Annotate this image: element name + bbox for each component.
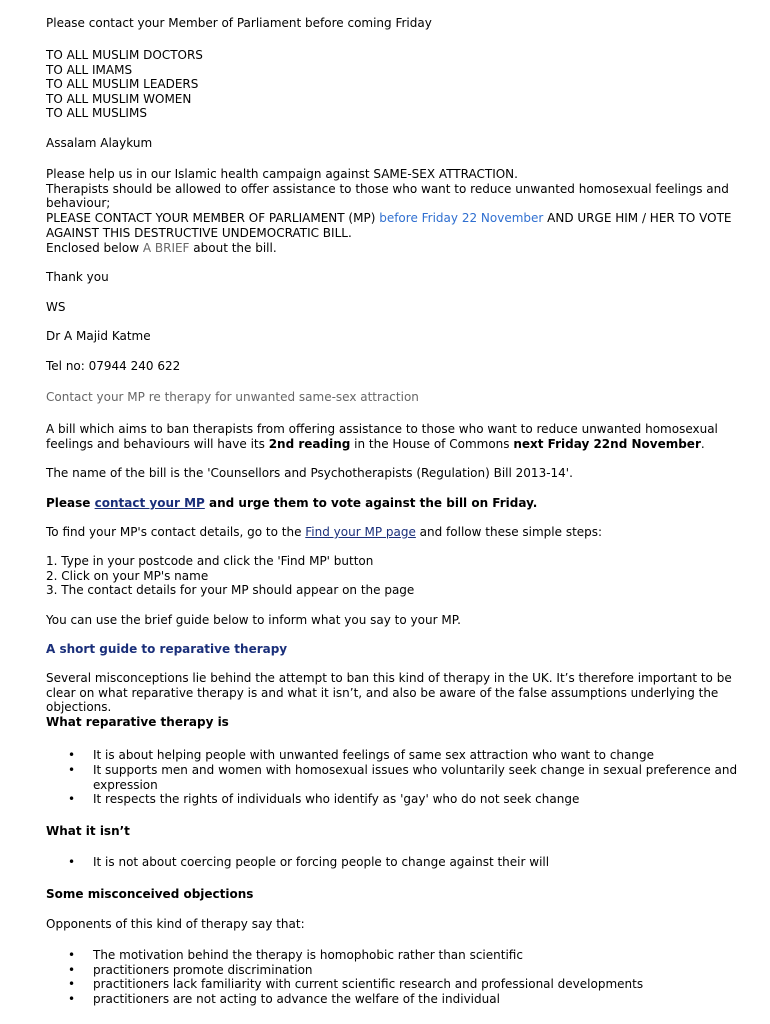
appeal-line xyxy=(46,241,736,256)
bill-date: next Friday 22nd November xyxy=(513,436,701,451)
misconceptions-paragraph: Several misconceptions lie behind the attempt to ban this kind of therapy in the UK. It’s therefore important to be clear on what reparative therapy is and what it isn’t, and also be aware of the false assumptions underlying the objections. xyxy=(46,671,732,715)
bill-reading: 2nd reading xyxy=(268,436,351,451)
contact-your-mp-link[interactable]: contact your MP xyxy=(94,496,205,510)
appeal-paragraph xyxy=(46,167,736,255)
section-heading-objections: Some misconceived objections xyxy=(46,887,254,901)
list-item: • practitioners lack familiarity with current scientific research and professional developments xyxy=(68,977,753,992)
brief-reference: A BRIEF xyxy=(142,240,190,255)
bill-paragraph xyxy=(46,422,736,451)
appeal-text: Enclosed below xyxy=(46,240,143,255)
list-item: • It is about helping people with unwanted feelings of same sex attraction who want to change xyxy=(68,748,753,763)
find-your-mp-link[interactable]: Find your MP page xyxy=(305,525,416,539)
thanks: Thank you xyxy=(46,270,109,284)
section-heading-what-it-isnt: What it isn’t xyxy=(46,824,130,838)
step-item: 3. The contact details for your MP should appear on the page xyxy=(46,583,415,597)
cta-text: and urge them to vote against the bill on Friday. xyxy=(204,496,538,510)
bill-text: A bill which aims to ban therapists from offering assistance to those who want to reduce unwanted homosexual feelings and behaviours will have its xyxy=(46,422,718,451)
appeal-text: about the bill. xyxy=(189,240,277,255)
bill-name: The name of the bill is the 'Counsellors and Psychotherapists (Regulation) Bill 2013-14'. xyxy=(46,466,573,480)
step-item: 1. Type in your postcode and click the 'Find MP' button xyxy=(46,554,374,568)
appeal-text: AND URGE HIM / HER TO VOTE AGAINST THIS DESTRUCTIVE UNDEMOCRATIC BILL. xyxy=(46,211,732,240)
list-item: • practitioners promote discrimination xyxy=(68,963,753,978)
recipient-line: TO ALL MUSLIM LEADERS xyxy=(46,77,199,91)
find-mp-instructions xyxy=(46,525,602,540)
ws-salutation: WS xyxy=(46,300,66,314)
appeal-line: Please help us in our Islamic health campaign against SAME-SEX ATTRACTION. xyxy=(46,167,518,181)
deadline-date: before Friday 22 November xyxy=(379,211,544,226)
article-subject: Contact your MP re therapy for unwanted same-sex attraction xyxy=(46,390,419,404)
instructions-text: To find your MP's contact details, go to the xyxy=(46,525,306,539)
list-item: • It supports men and women with homosexual issues who voluntarily seek change in sexual preference and expression xyxy=(68,763,753,792)
list-item: • The motivation behind the therapy is homophobic rather than scientific xyxy=(68,948,753,963)
telephone: Tel no: 07944 240 622 xyxy=(46,359,181,373)
bill-text: . xyxy=(700,436,705,451)
appeal-line xyxy=(46,211,736,240)
guide-heading: A short guide to reparative therapy xyxy=(46,642,288,656)
appeal-line: Therapists should be allowed to offer assistance to those who want to reduce unwanted homosexual feelings and behaviour; xyxy=(46,181,729,211)
recipient-line: TO ALL MUSLIM DOCTORS xyxy=(46,48,203,62)
cta-text: Please xyxy=(46,496,95,510)
list-item: • practitioners are not acting to advance the welfare of the individual xyxy=(68,992,753,1007)
appeal-text: PLEASE CONTACT YOUR MEMBER OF PARLIAMENT (MP) xyxy=(46,211,380,226)
list-item: • It is not about coercing people or forcing people to change against their will xyxy=(68,855,753,870)
recipient-line: TO ALL MUSLIMS xyxy=(46,106,147,120)
objections-intro: Opponents of this kind of therapy say that: xyxy=(46,917,305,931)
signature-name: Dr A Majid Katme xyxy=(46,329,151,343)
list-item: • It respects the rights of individuals who identify as 'gay' who do not seek change xyxy=(68,792,753,807)
recipient-line: TO ALL MUSLIM WOMEN xyxy=(46,92,192,106)
step-item: 2. Click on your MP's name xyxy=(46,569,209,583)
recipient-line: TO ALL IMAMS xyxy=(46,63,133,77)
guide-intro: You can use the brief guide below to inform what you say to your MP. xyxy=(46,613,461,627)
call-to-action xyxy=(46,496,537,511)
greeting: Assalam Alaykum xyxy=(46,136,153,150)
bill-text: in the House of Commons xyxy=(350,436,514,451)
contact-line: Please contact your Member of Parliament before coming Friday xyxy=(46,16,432,30)
instructions-text: and follow these simple steps: xyxy=(415,525,603,539)
section-heading-what-it-is: What reparative therapy is xyxy=(46,715,229,729)
